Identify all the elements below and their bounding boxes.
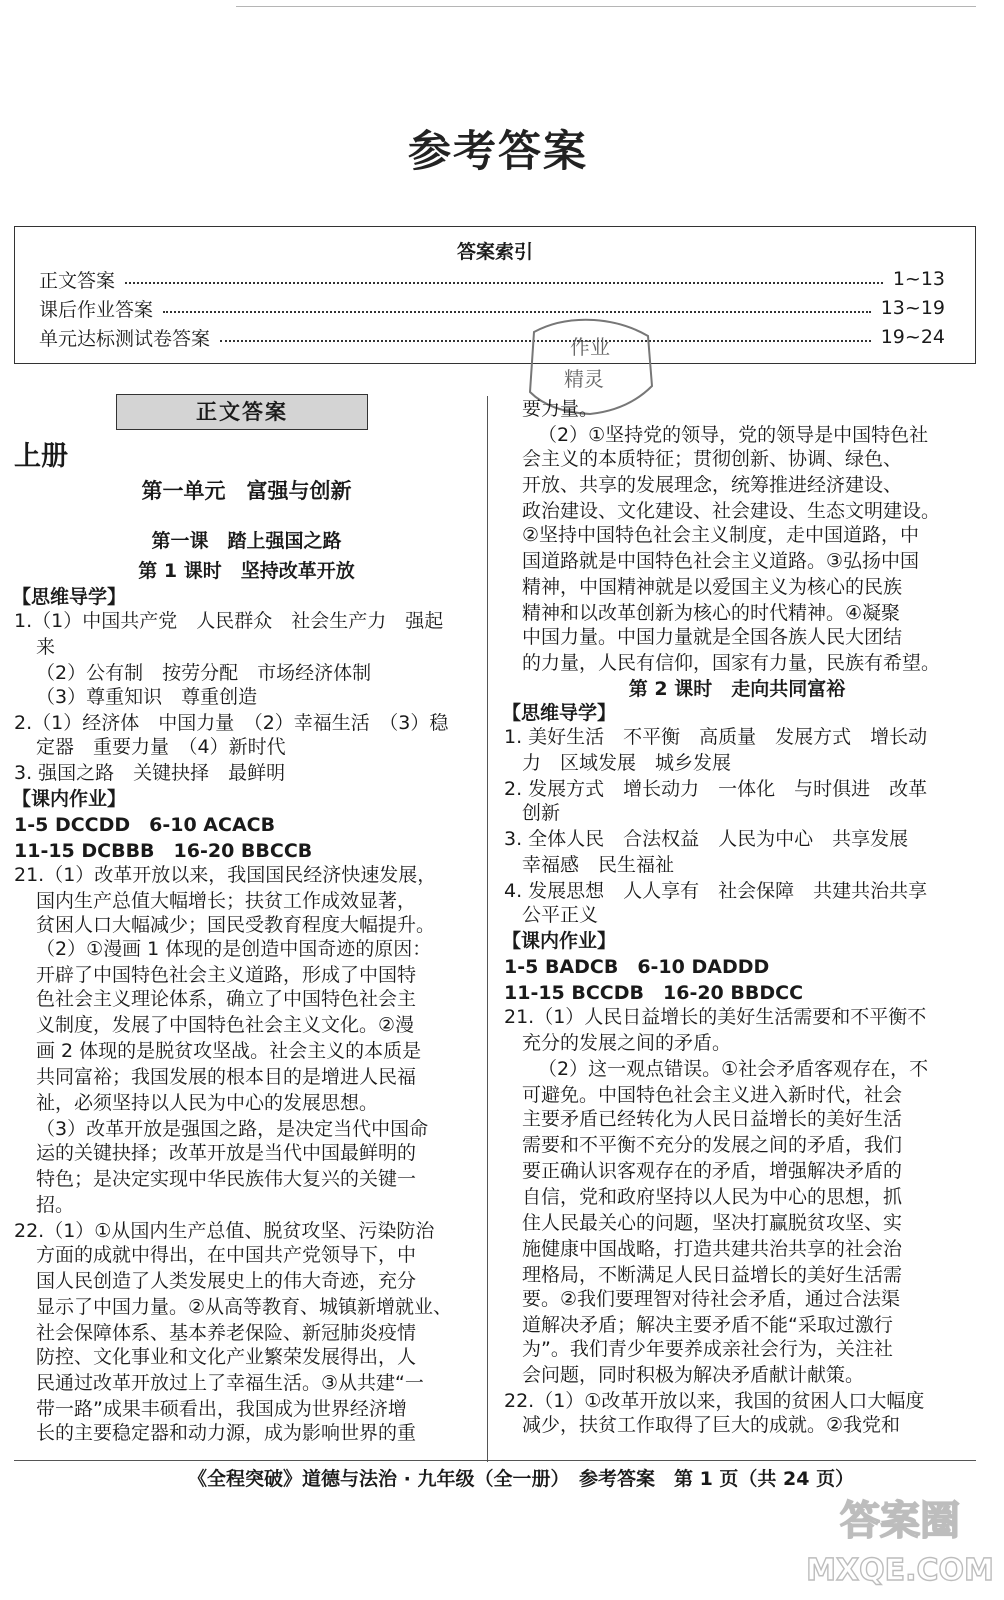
text-line: 带一路”成果丰硕看出，我国成为世界经济增 bbox=[36, 1398, 407, 1420]
text-line: 3. 强国之路 关键抉择 最鲜明 bbox=[14, 762, 286, 784]
answer-index-box bbox=[14, 226, 976, 364]
text-line: 运的关键抉择；改革开放是当代中国最鲜明的 bbox=[36, 1142, 417, 1164]
text-line: 1. 美好生活 不平衡 高质量 发展方式 增长动 bbox=[504, 726, 928, 748]
index-row-pages: 13~19 bbox=[880, 297, 945, 319]
text-line: 方面的成就中得出，在中国共产党领导下，中 bbox=[36, 1244, 417, 1266]
text-line: 【思维导学】 bbox=[502, 702, 617, 724]
text-line: 国内生产总值大幅增长；扶贫工作成效显著， bbox=[36, 890, 417, 912]
text-line: 11-15 DCBBB 16-20 BBCCB bbox=[14, 840, 313, 862]
volume-label: 上册 bbox=[14, 441, 68, 472]
text-line: 自信，党和政府坚持以人民为中心的思想，抓 bbox=[522, 1186, 903, 1208]
text-line: 21.（1）人民日益增长的美好生活需要和不平衡不 bbox=[504, 1006, 927, 1028]
text-line: （2）公有制 按劳分配 市场经济体制 bbox=[36, 662, 372, 684]
text-line: 1-5 DCCDD 6-10 ACACB bbox=[14, 814, 276, 836]
text-line: 要。②我们要理智对待社会矛盾，通过合法渠 bbox=[522, 1288, 901, 1310]
text-line: 道解决矛盾；解决主要矛盾不能“采取过激行 bbox=[522, 1314, 893, 1336]
text-line: 第 1 课时 坚持改革开放 bbox=[138, 560, 355, 582]
text-line: 政治建设、文化建设、社会建设、生态文明建设。 bbox=[522, 500, 941, 522]
text-line: 防控、文化事业和文化产业繁荣发展得出，人 bbox=[36, 1346, 417, 1368]
text-line: 开辟了中国特色社会主义道路，形成了中国特 bbox=[36, 964, 417, 986]
top-rule bbox=[236, 6, 976, 7]
index-row-pages: 19~24 bbox=[880, 326, 945, 348]
text-line: 精神，中国精神就是以爱国主义为核心的民族 bbox=[522, 576, 903, 598]
text-line: 幸福感 民生福祉 bbox=[522, 854, 675, 876]
text-line: 会主义的本质特征；贯彻创新、协调、绿色、 bbox=[522, 448, 903, 470]
text-line: 来 bbox=[36, 636, 56, 658]
watermark-text: 答案圈 bbox=[840, 1498, 960, 1544]
index-title: 答案索引 bbox=[456, 241, 533, 263]
stamp-text: 精灵 bbox=[564, 367, 604, 391]
text-line: 21.（1）改革开放以来，我国国民经济快速发展， bbox=[14, 864, 437, 886]
text-line: （3）改革开放是强国之路，是决定当代中国命 bbox=[36, 1118, 429, 1140]
text-line: 中国力量。中国力量就是全国各族人民大团结 bbox=[522, 626, 903, 648]
index-row[interactable] bbox=[39, 323, 945, 351]
text-line: 住人民最关心的问题，坚决打赢脱贫攻坚、实 bbox=[522, 1212, 903, 1234]
text-line: 色社会主义理论体系，确立了中国特色社会主 bbox=[36, 988, 417, 1010]
stamp-text: 作业 bbox=[570, 335, 610, 359]
leader-dots bbox=[163, 311, 871, 313]
text-line: 【课内作业】 bbox=[12, 788, 127, 810]
text-line: 社会保障体系、基本养老保险、新冠肺炎疫情 bbox=[36, 1322, 417, 1344]
text-line: 精神和以改革创新为核心的时代精神。④凝聚 bbox=[522, 602, 901, 624]
text-line: 共同富裕；我国发展的根本目的是增进人民福 bbox=[36, 1066, 417, 1088]
text-line: （2）这一观点错误。①社会矛盾客观存在，不 bbox=[538, 1058, 929, 1080]
index-row[interactable] bbox=[39, 265, 945, 293]
text-line: 充分的发展之间的矛盾。 bbox=[522, 1032, 732, 1054]
text-line: 主要矛盾已经转化为人民日益增长的美好生活 bbox=[522, 1108, 903, 1130]
index-row[interactable] bbox=[39, 294, 945, 322]
text-line: 为”。我们青少年要养成亲社会行为，关注社 bbox=[522, 1338, 893, 1360]
text-line: 3. 全体人民 合法权益 人民为中心 共享发展 bbox=[504, 828, 909, 850]
text-line: 【思维导学】 bbox=[12, 586, 127, 608]
watermark-logo-icon bbox=[806, 1476, 994, 1594]
text-line: （3）尊重知识 尊重创造 bbox=[36, 686, 258, 708]
text-line: 国人民创造了人类发展史上的伟大奇迹，充分 bbox=[36, 1270, 417, 1292]
text-line: 画 2 体现的是脱贫攻坚战。社会主义的本质是 bbox=[36, 1040, 422, 1062]
page-title: 参考答案 bbox=[408, 127, 588, 177]
text-line: 民通过改革开放过上了幸福生活。③从共建“一 bbox=[36, 1372, 424, 1394]
text-line: 22.（1）①改革开放以来，我国的贫困人口大幅度 bbox=[504, 1390, 925, 1412]
section-banner: 正文答案 bbox=[116, 394, 368, 430]
text-line: 定器 重要力量 （4）新时代 bbox=[36, 736, 286, 758]
text-line: 招。 bbox=[36, 1194, 75, 1216]
leader-dots bbox=[125, 282, 883, 284]
page-footer: 《全程突破》道德与法治 · 九年级（全一册） 参考答案 第 1 页（共 24 页） bbox=[188, 1468, 855, 1490]
text-line: 力 区域发展 城乡发展 bbox=[522, 752, 732, 774]
text-line: 的力量，人民有信仰，国家有力量，民族有希望。 bbox=[522, 652, 941, 674]
text-line: （2）①坚持党的领导，党的领导是中国特色社 bbox=[538, 424, 929, 446]
text-line: 贫困人口大幅减少；国民受教育程度大幅提升。 bbox=[36, 914, 436, 936]
text-line: 2.（1）经济体 中国力量 （2）幸福生活 （3）稳 bbox=[14, 712, 449, 734]
index-row-label: 课后作业答案 bbox=[39, 298, 154, 321]
text-line: 开放、共享的发展理念，统筹推进经济建设、 bbox=[522, 474, 903, 496]
text-line: 国道路就是中国特色社会主义道路。③弘扬中国 bbox=[522, 550, 920, 572]
text-line: 施健康中国战略，打造共建共治共享的社会治 bbox=[522, 1238, 903, 1260]
text-line: 会问题，同时积极为解决矛盾献计献策。 bbox=[522, 1364, 865, 1386]
text-line: 2. 发展方式 增长动力 一体化 与时俱进 改革 bbox=[504, 778, 928, 800]
footer-rule bbox=[14, 1460, 976, 1461]
text-line: 特色；是决定实现中华民族伟大复兴的关键一 bbox=[36, 1168, 417, 1190]
text-line: 1.（1）中国共产党 人民群众 社会生产力 强起 bbox=[14, 610, 444, 632]
text-line: 祉，必须坚持以人民为中心的发展思想。 bbox=[36, 1092, 379, 1114]
text-line: 减少，扶贫工作取得了巨大的成就。②我党和 bbox=[522, 1414, 901, 1436]
text-line: 理格局，不断满足人民日益增长的美好生活需 bbox=[522, 1264, 903, 1286]
index-row-label: 正文答案 bbox=[39, 269, 116, 292]
text-line: 义制度，发展了中国特色社会主义文化。②漫 bbox=[36, 1014, 415, 1036]
text-line: 【课内作业】 bbox=[502, 930, 617, 952]
text-line: 需要和不平衡不充分的发展之间的矛盾，我们 bbox=[522, 1134, 903, 1156]
index-row-pages: 1~13 bbox=[892, 268, 945, 290]
text-line: 4. 发展思想 人人享有 社会保障 共建共治共享 bbox=[504, 880, 928, 902]
text-line: ②坚持中国特色社会主义制度，走中国道路，中 bbox=[522, 524, 920, 546]
text-line: 显示了中国力量。②从高等教育、城镇新增就业、 bbox=[36, 1296, 453, 1318]
text-line: 22.（1）①从国内生产总值、脱贫攻坚、污染防治 bbox=[14, 1220, 435, 1242]
watermark-url: MXQE.COM bbox=[806, 1553, 994, 1588]
text-line: （2）①漫画 1 体现的是创造中国奇迹的原因： bbox=[36, 938, 432, 960]
text-line: 要力量。 bbox=[522, 398, 599, 420]
text-line: 要正确认识客观存在的矛盾，增强解决矛盾的 bbox=[522, 1160, 903, 1182]
text-line: 第 2 课时 走向共同富裕 bbox=[628, 678, 846, 700]
text-line: 第一单元 富强与创新 bbox=[141, 479, 352, 503]
text-line: 长的主要稳定器和动力源，成为影响世界的重 bbox=[36, 1422, 417, 1444]
text-line: 创新 bbox=[522, 802, 561, 824]
text-line: 1-5 BADCB 6-10 DADDD bbox=[504, 956, 770, 978]
index-row-label: 单元达标测试卷答案 bbox=[39, 327, 211, 350]
text-line: 第一课 踏上强国之路 bbox=[151, 530, 342, 552]
text-line: 可避免。中国特色社会主义进入新时代，社会 bbox=[522, 1084, 903, 1106]
text-line: 公平正义 bbox=[522, 904, 599, 926]
text-line: 11-15 BCCDB 16-20 BBDCC bbox=[504, 982, 804, 1004]
